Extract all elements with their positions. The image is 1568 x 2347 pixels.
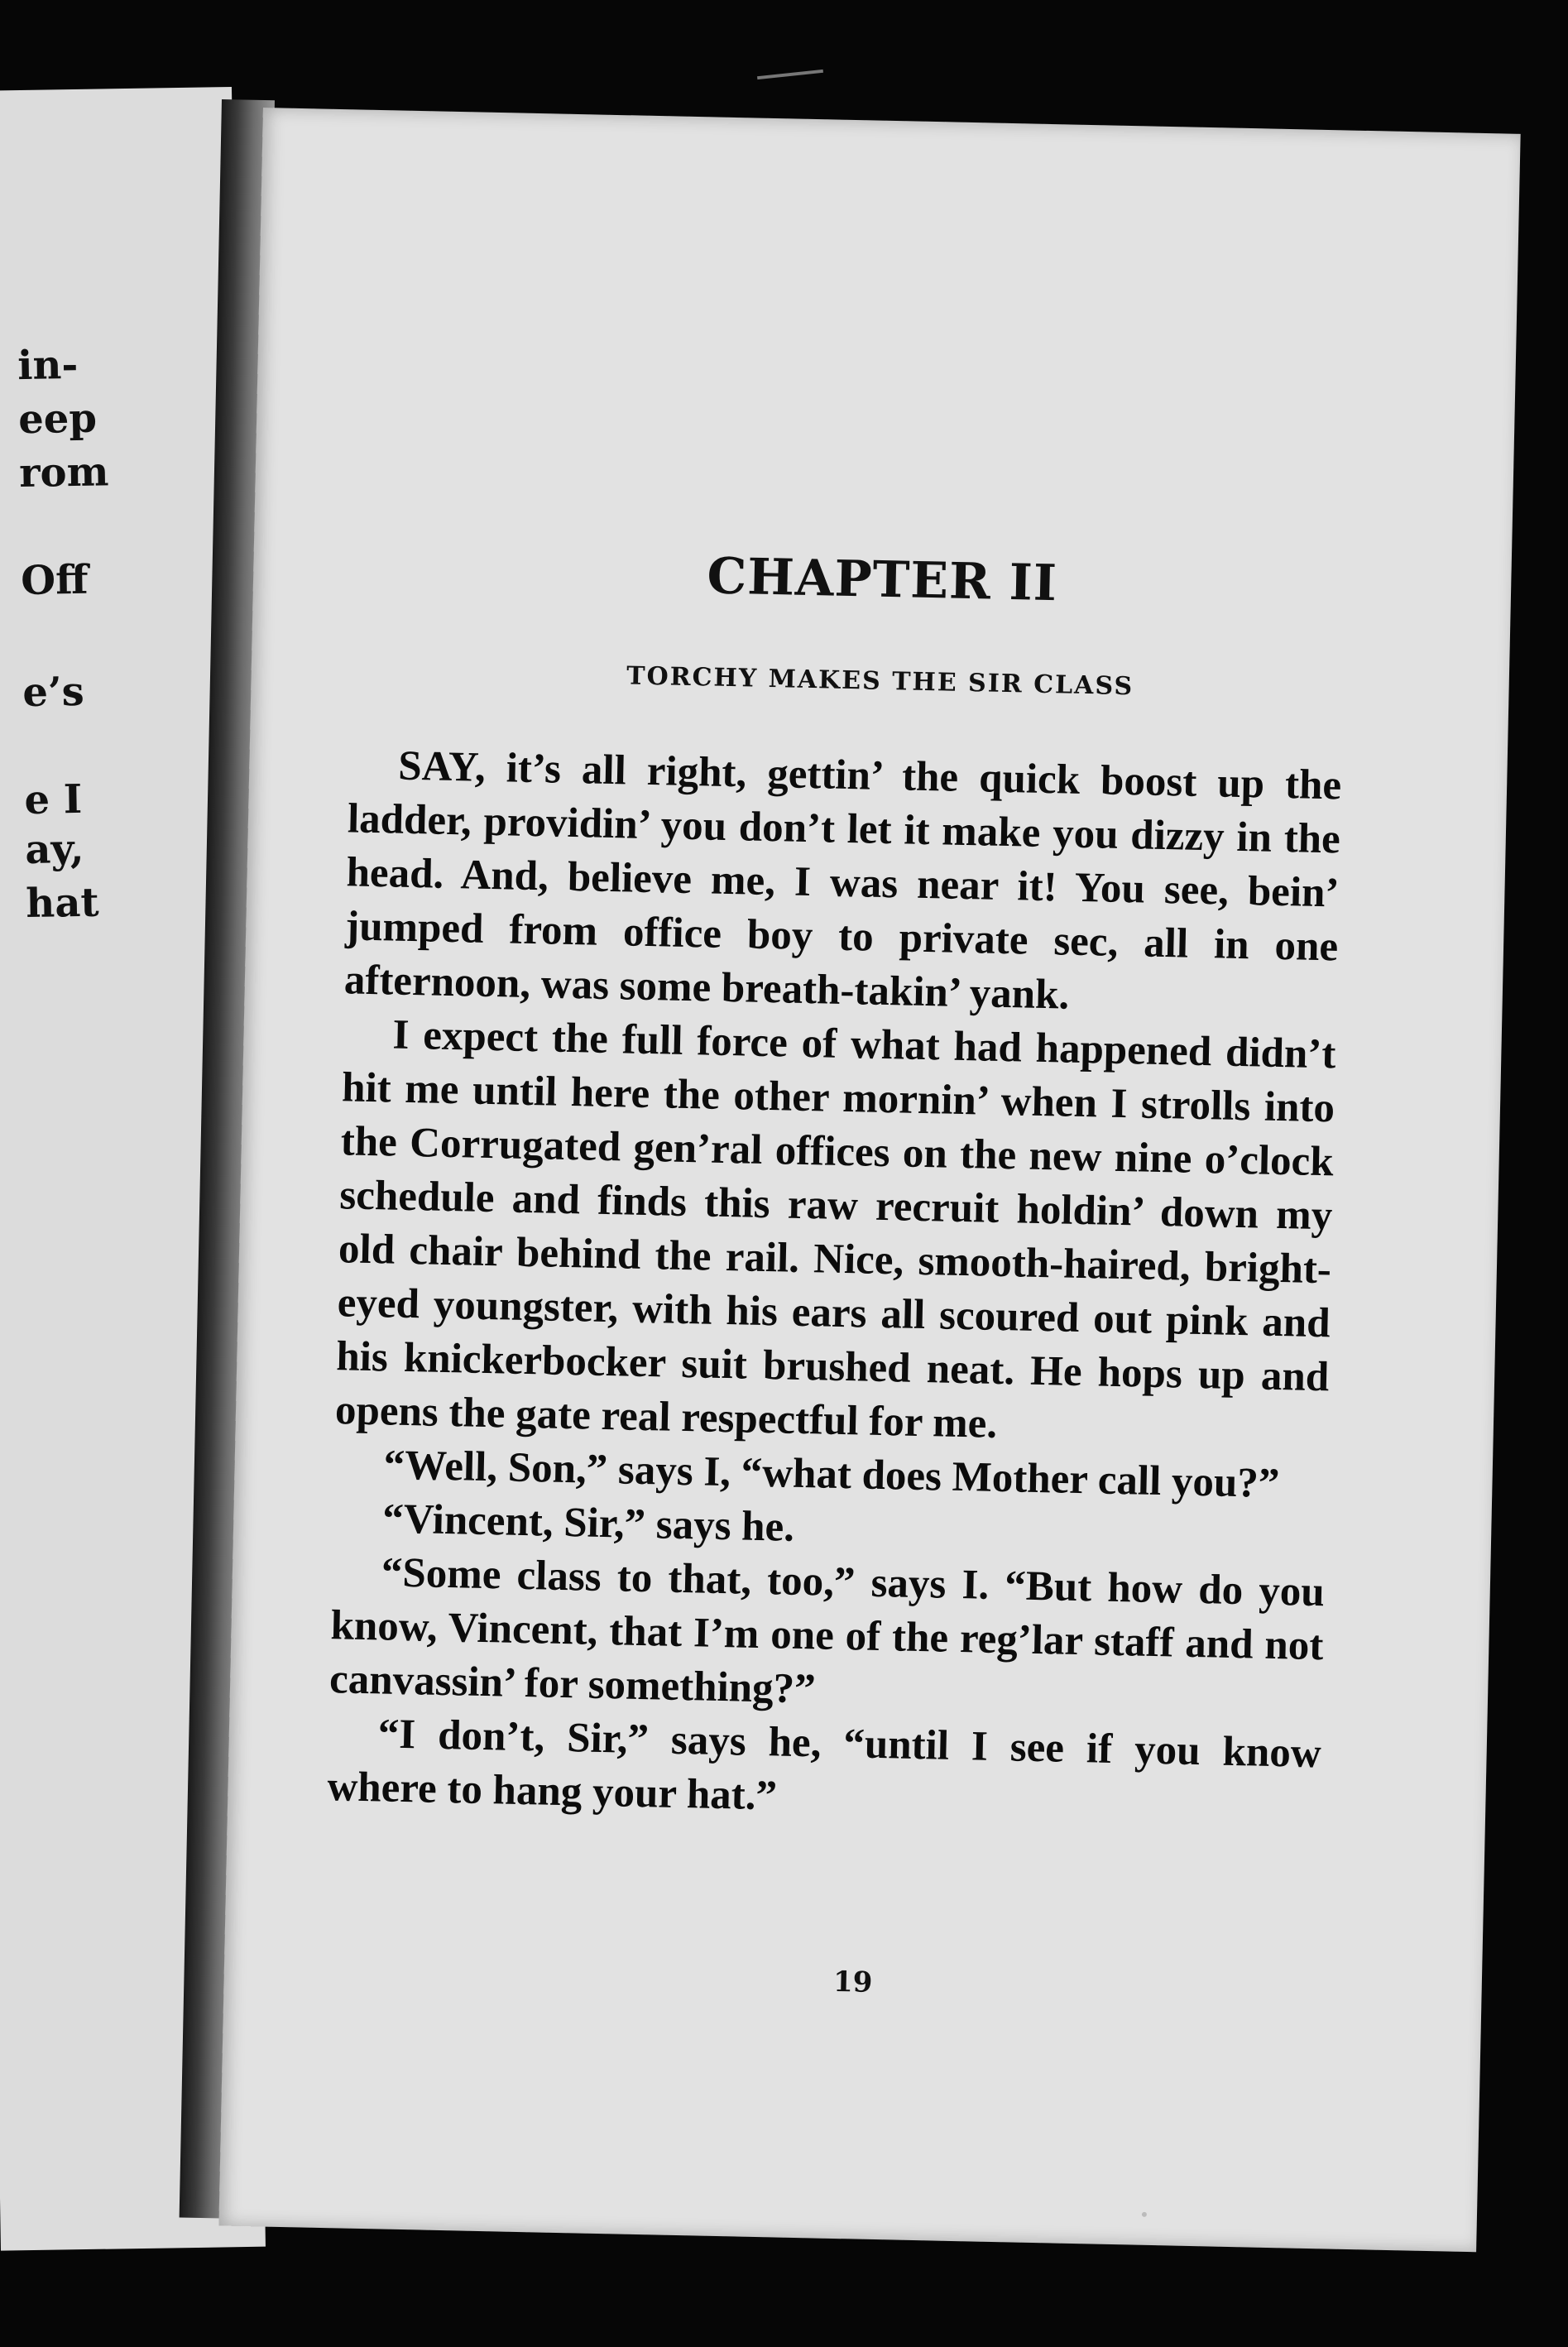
left-page-fragment: rom xyxy=(18,449,109,497)
body-text xyxy=(327,738,1342,1835)
left-page-fragment: in- xyxy=(17,341,79,390)
paragraph: I expect the full force of what had happened didn’t hit me until here the other mornin’ when I strolls into the Corrugated gen’ral offices on the new nine o’clock schedule and finds this raw recruit holdin’ down my old chair behind the rail. Nice, smooth-haired, bright-eyed youngster, with his ears all scoured out pink and his knickerbocker suit brushed neat. He hops up and opens the gate real respectful for me. xyxy=(334,1011,1336,1447)
left-page-fragment: Off xyxy=(20,556,89,605)
paragraph: SAY, it’s all right, gettin’ the quick boost up the ladder, providin’ you don’t let it make you dizzy in the head. And, believe me, I was near it! You see, bein’ jumped from office boy to private sec, all in one afternoon, was some breath-takin’ yank. xyxy=(343,742,1342,1019)
left-page-fragment: e’s xyxy=(22,668,85,717)
scan-speck xyxy=(1142,2212,1147,2217)
left-page-fragment: ay, xyxy=(24,825,84,874)
paragraph: “Vincent, Sir,” says he. xyxy=(381,1495,795,1551)
page-number: 19 xyxy=(832,1965,873,1999)
left-page-fragment: e I xyxy=(24,775,83,824)
page-content xyxy=(218,108,1520,2252)
chapter-subtitle: TORCHY MAKES THE SIR CLASS xyxy=(626,661,1134,702)
paragraph: “I don’t, Sir,” says he, “until I see if you know where to hang your hat.” xyxy=(326,1711,1322,1820)
left-page-fragment: eep xyxy=(17,395,98,444)
right-page xyxy=(218,108,1520,2252)
paragraph: “Some class to that, too,” says I. “But how do you know, Vincent, that I’m one of the reg’lar staff and not canvassin’ for something?” xyxy=(328,1549,1326,1713)
left-page-fragment: hat xyxy=(25,879,100,927)
chapter-title: CHAPTER II xyxy=(706,547,1058,613)
paragraph: “Well, Son,” says I, “what does Mother call you?” xyxy=(383,1442,1280,1508)
